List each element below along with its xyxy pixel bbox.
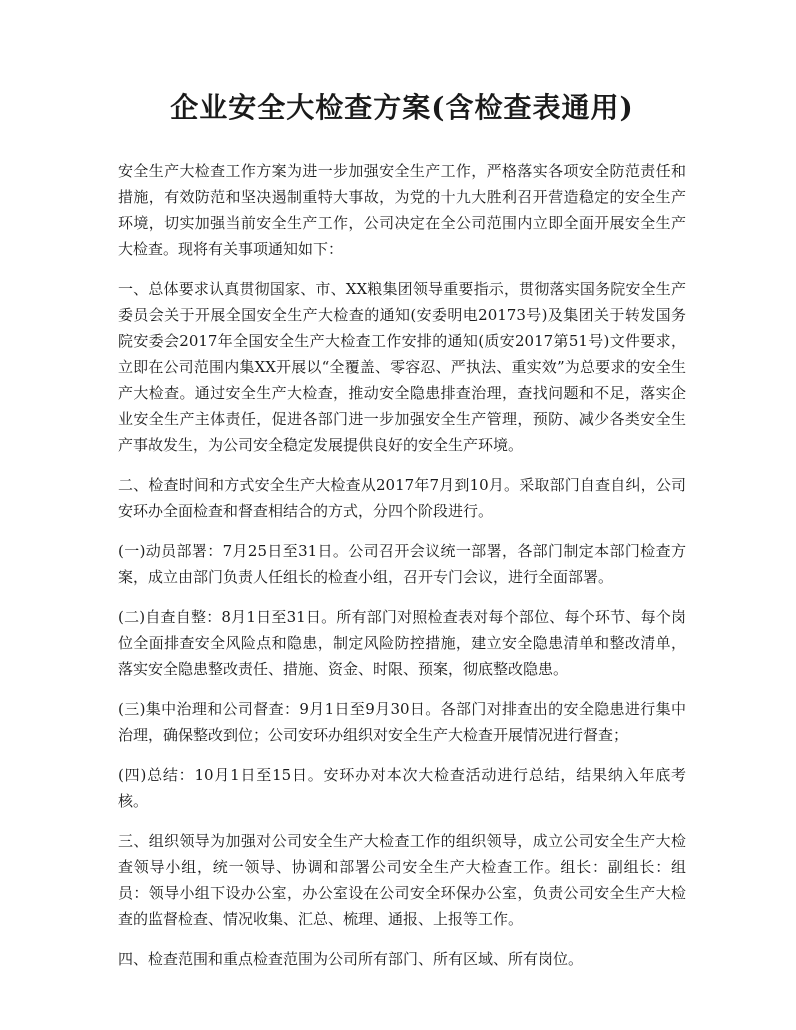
section-1-general-requirements: 一、总体要求认真贯彻国家、市、XX粮集团领导重要指示，贯彻落实国务院安全生产委员会关于开展全国安全生产大检查的通知(安委明电20173号)及集团关于转发国务院安委会2017年全国安全生产大检查工作安排的通知(质安2017第51号)文件要求，立即在公司范围内集XX开展以“全覆盖、零容忍、严执法、重实效”为总要求的安全生产大检查。通过安全生产大检查，推动安全隐患排查治理，查找问题和不足，落实企业安全生产主体责任，促进各部门进一步加强安全生产管理，预防、减少各类安全生产事故发生，为公司安全稳定发展提供良好的安全生产环境。 [118,280,686,454]
stage-3-centralized-treatment: (三)集中治理和公司督查：9月1日至9月30日。各部门对排查出的安全隐患进行集中治理，确保整改到位；公司安环办组织对安全生产大检查开展情况进行督查； [118,700,686,744]
intro-paragraph: 安全生产大检查工作方案为进一步加强安全生产工作，严格落实各项安全防范责任和措施，有效防范和坚决遏制重特大事故，为党的十九大胜利召开营造稳定的安全生产环境，切实加强当前安全生产工作，公司决定在全公司范围内立即全面开展安全生产大检查。现将有关事项通知如下： [118,162,686,258]
document-page [118,88,686,986]
stage-4-summary: (四)总结：10月1日至15日。安环办对本次大检查活动进行总结，结果纳入年底考核。 [118,766,686,810]
section-4-scope: 四、检查范围和重点检查范围为公司所有部门、所有区域、所有岗位。 [118,950,584,968]
section-2-time-and-method: 二、检查时间和方式安全生产大检查从2017年7月到10月。采取部门自查自纠，公司安环办全面检查和督查相结合的方式，分四个阶段进行。 [118,476,686,520]
stage-2-self-inspection: (二)自查自整：8月1日至31日。所有部门对照检查表对每个部位、每个环节、每个岗位全面排查安全风险点和隐患，制定风险防控措施，建立安全隐患清单和整改清单，落实安全隐患整改责任、措施、资金、时限、预案，彻底整改隐患。 [118,608,686,678]
stage-1-mobilization: (一)动员部署：7月25日至31日。公司召开会议统一部署，各部门制定本部门检查方案，成立由部门负责人任组长的检查小组，召开专门会议，进行全面部署。 [118,542,686,586]
document-title: 企业安全大检查方案(含检查表通用) [170,91,634,124]
section-3-organization: 三、组织领导为加强对公司安全生产大检查工作的组织领导，成立公司安全生产大检查领导小组，统一领导、协调和部署公司安全生产大检查工作。组长：副组长：组员：领导小组下设办公室，办公室设在公司安全环保办公室，负责公司安全生产大检查的监督检查、情况收集、汇总、梳理、通报、上报等工作。 [118,832,686,928]
